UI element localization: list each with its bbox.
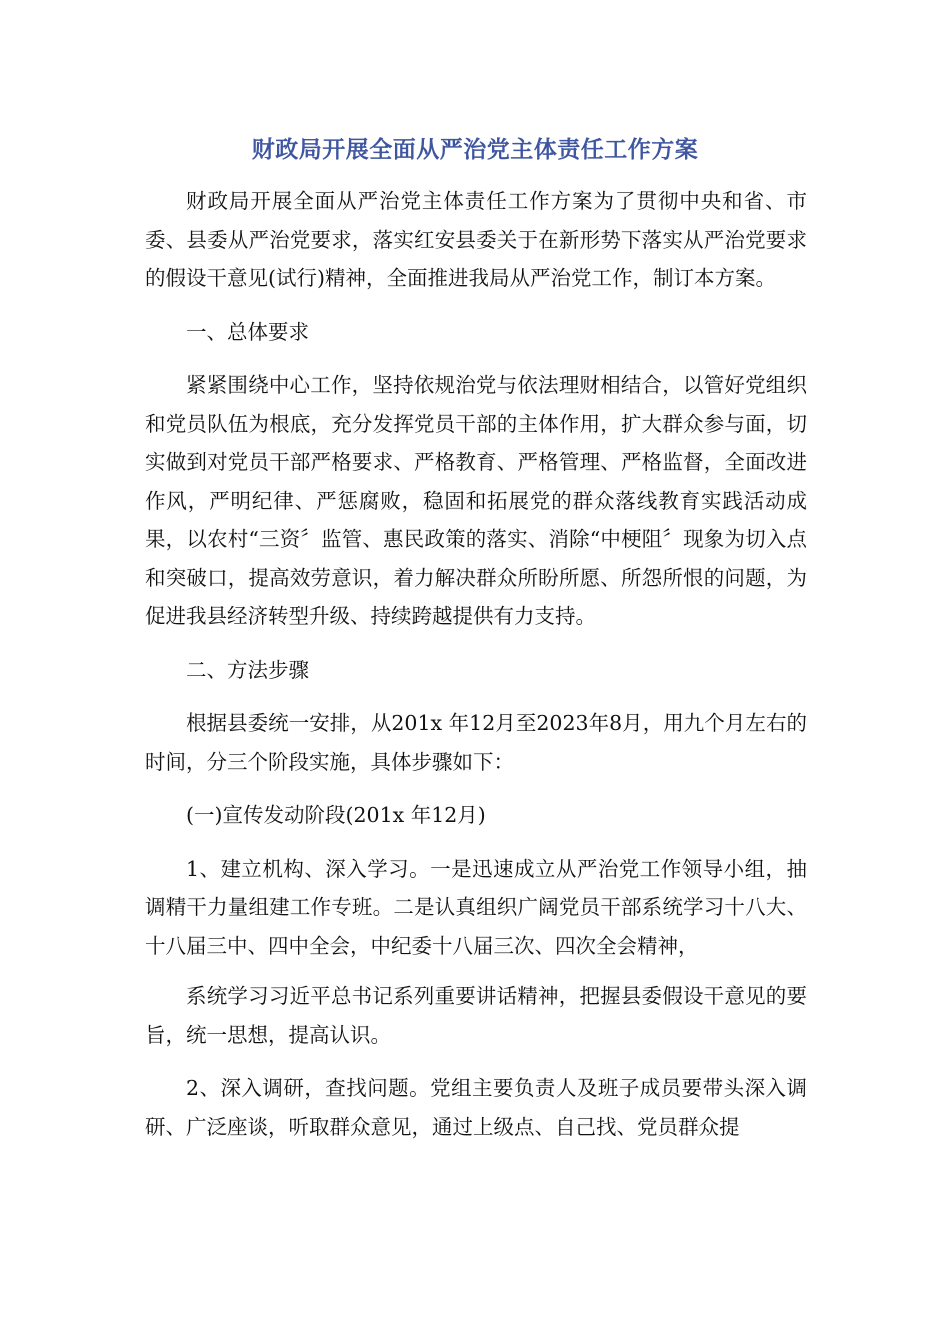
phase-heading-publicity: (一)宣传发动阶段(201x 年12月) (186, 803, 486, 827)
document-title: 财政局开展全面从严治党主体责任工作方案 (251, 137, 699, 163)
intro-paragraph: 财政局开展全面从严治党主体责任工作方案为了贯彻中央和省、市委、县委从严治党要求，落实红安县委关于在新形势下落实从严治党要求的假设干意见(试行)精神，全面推进我局从严治党工作，制订本方案。 (145, 189, 807, 290)
step-1-continued-paragraph: 系统学习习近平总书记系列重要讲话精神，把握县委假设干意见的要旨，统一思想，提高认识。 (145, 984, 807, 1047)
general-requirements-paragraph: 紧紧围绕中心工作，坚持依规治党与依法理财相结合，以管好党组织和党员队伍为根底，充分发挥党员干部的主体作用，扩大群众参与面，切实做到对党员干部严格要求、严格教育、严格管理、严格监督，全面改进作风，严明纪律、严惩腐败，稳固和拓展党的群众落线教育实践活动成果，以农村“三资〞监管、惠民政策的落实、消除“中梗阻〞现象为切入点和突破口，提高效劳意识，着力解决群众所盼所愿、所怨所恨的问题，为促进我县经济转型升级、持续跨越提供有力支持。 (145, 373, 807, 628)
section-heading-methods-steps: 二、方法步骤 (186, 657, 309, 682)
step-1-paragraph: 1、建立机构、深入学习。一是迅速成立从严治党工作领导小组，抽调精干力量组建工作专班。二是认真组织广阔党员干部系统学习十八大、十八届三中、四中全会，中纪委十八届三次、四次全会精神， (145, 856, 807, 958)
step-2-paragraph: 2、深入调研，查找问题。党组主要负责人及班子成员要带头深入调研、广泛座谈，听取群众意见，通过上级点、自己找、党员群众提 (145, 1076, 807, 1139)
section-heading-general-requirements: 一、总体要求 (186, 319, 309, 344)
document-body (145, 182, 807, 1161)
schedule-paragraph: 根据县委统一安排，从201x 年12月至2023年8月，用九个月左右的时间，分三个阶段实施，具体步骤如下： (145, 711, 807, 774)
